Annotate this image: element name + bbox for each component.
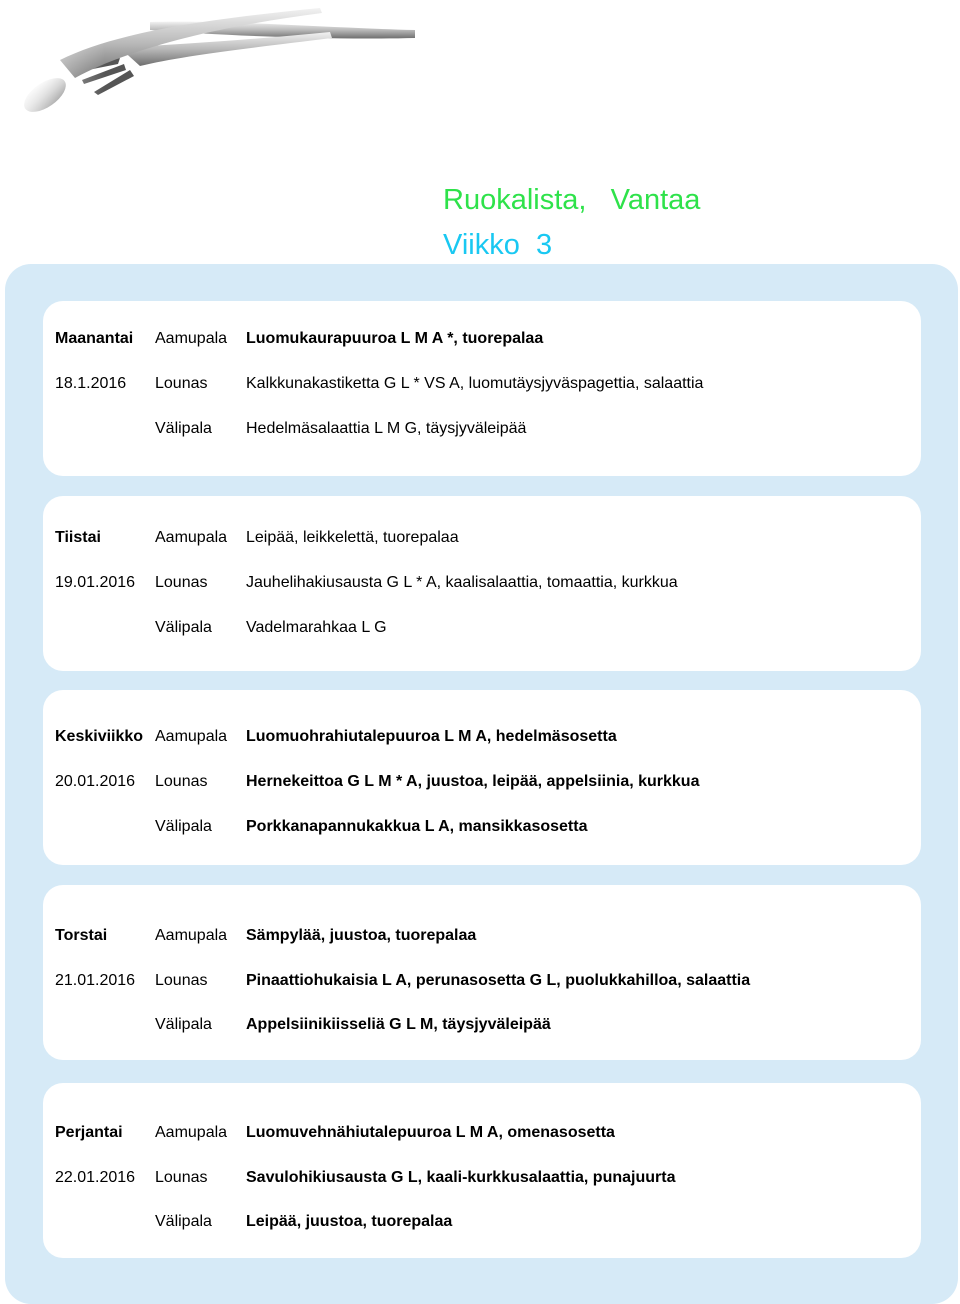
meal-label: Aamupala <box>155 728 228 745</box>
day-card-tuesday <box>43 496 921 671</box>
menu-title <box>443 178 700 268</box>
meal-label: Aamupala <box>155 1124 228 1141</box>
meal-label: Lounas <box>155 375 208 392</box>
cutlery-illustration <box>0 0 420 150</box>
day-date: 19.01.2016 <box>55 574 136 591</box>
meal-label: Lounas <box>155 773 208 790</box>
meal-dish: Leipää, juustoa, tuorepalaa <box>246 1213 453 1230</box>
meal-label: Välipala <box>155 420 212 437</box>
meal-dish: Savulohikiusausta G L, kaali-kurkkusalaattia, punajuurta <box>246 1169 676 1186</box>
day-name: Keskiviikko <box>55 728 144 745</box>
meal-dish: Hernekeittoa G L M * A, juustoa, leipää, appelsiinia, kurkkua <box>246 773 700 790</box>
meal-label: Välipala <box>155 619 212 636</box>
meal-dish: Kalkkunakastiketta G L * VS A, luomutäysjyväspagettia, salaattia <box>246 375 704 392</box>
meal-label: Aamupala <box>155 927 228 944</box>
meal-label: Lounas <box>155 1169 208 1186</box>
meal-dish: Luomuohrahiutalepuuroa L M A, hedelmäsosetta <box>246 728 617 745</box>
meal-label: Lounas <box>155 574 208 591</box>
day-name: Tiistai <box>55 529 101 546</box>
day-date: 22.01.2016 <box>55 1169 136 1186</box>
meal-dish: Sämpylää, juustoa, tuorepalaa <box>246 927 477 944</box>
day-card-wednesday <box>43 690 921 865</box>
day-date: 20.01.2016 <box>55 773 136 790</box>
meal-label: Välipala <box>155 1213 212 1230</box>
meal-label: Lounas <box>155 972 208 989</box>
meal-dish: Porkkanapannukakkua L A, mansikkasosetta <box>246 818 588 835</box>
meal-dish: Appelsiinikiisseliä G L M, täysjyväleipää <box>246 1016 551 1033</box>
day-card-friday <box>43 1083 921 1258</box>
meal-dish: Hedelmäsalaattia L M G, täysjyväleipää <box>246 420 527 437</box>
day-name: Perjantai <box>55 1124 123 1141</box>
title-week: Viikko 3 <box>443 229 553 261</box>
day-date: 21.01.2016 <box>55 972 136 989</box>
meal-label: Välipala <box>155 818 212 835</box>
day-card-monday <box>43 301 921 476</box>
meal-dish: Luomukaurapuuroa L M A *, tuorepalaa <box>246 330 544 347</box>
meal-label: Aamupala <box>155 330 228 347</box>
day-name: Torstai <box>55 927 108 944</box>
meal-dish: Leipää, leikkelettä, tuorepalaa <box>246 529 459 546</box>
meal-dish: Luomuvehnähiutalepuuroa L M A, omenasosetta <box>246 1124 615 1141</box>
meal-label: Aamupala <box>155 529 228 546</box>
day-card-thursday <box>43 885 921 1060</box>
day-date: 18.1.2016 <box>55 375 127 392</box>
day-name: Maanantai <box>55 330 134 347</box>
meal-dish: Pinaattiohukaisia L A, perunasosetta G L, puolukkahilloa, salaattia <box>246 972 751 989</box>
title-city: Ruokalista, Vantaa <box>443 184 701 216</box>
meal-dish: Jauhelihakiusausta G L * A, kaalisalaattia, tomaattia, kurkkua <box>246 574 678 591</box>
meal-dish: Vadelmarahkaa L G <box>246 619 387 636</box>
meal-label: Välipala <box>155 1016 212 1033</box>
